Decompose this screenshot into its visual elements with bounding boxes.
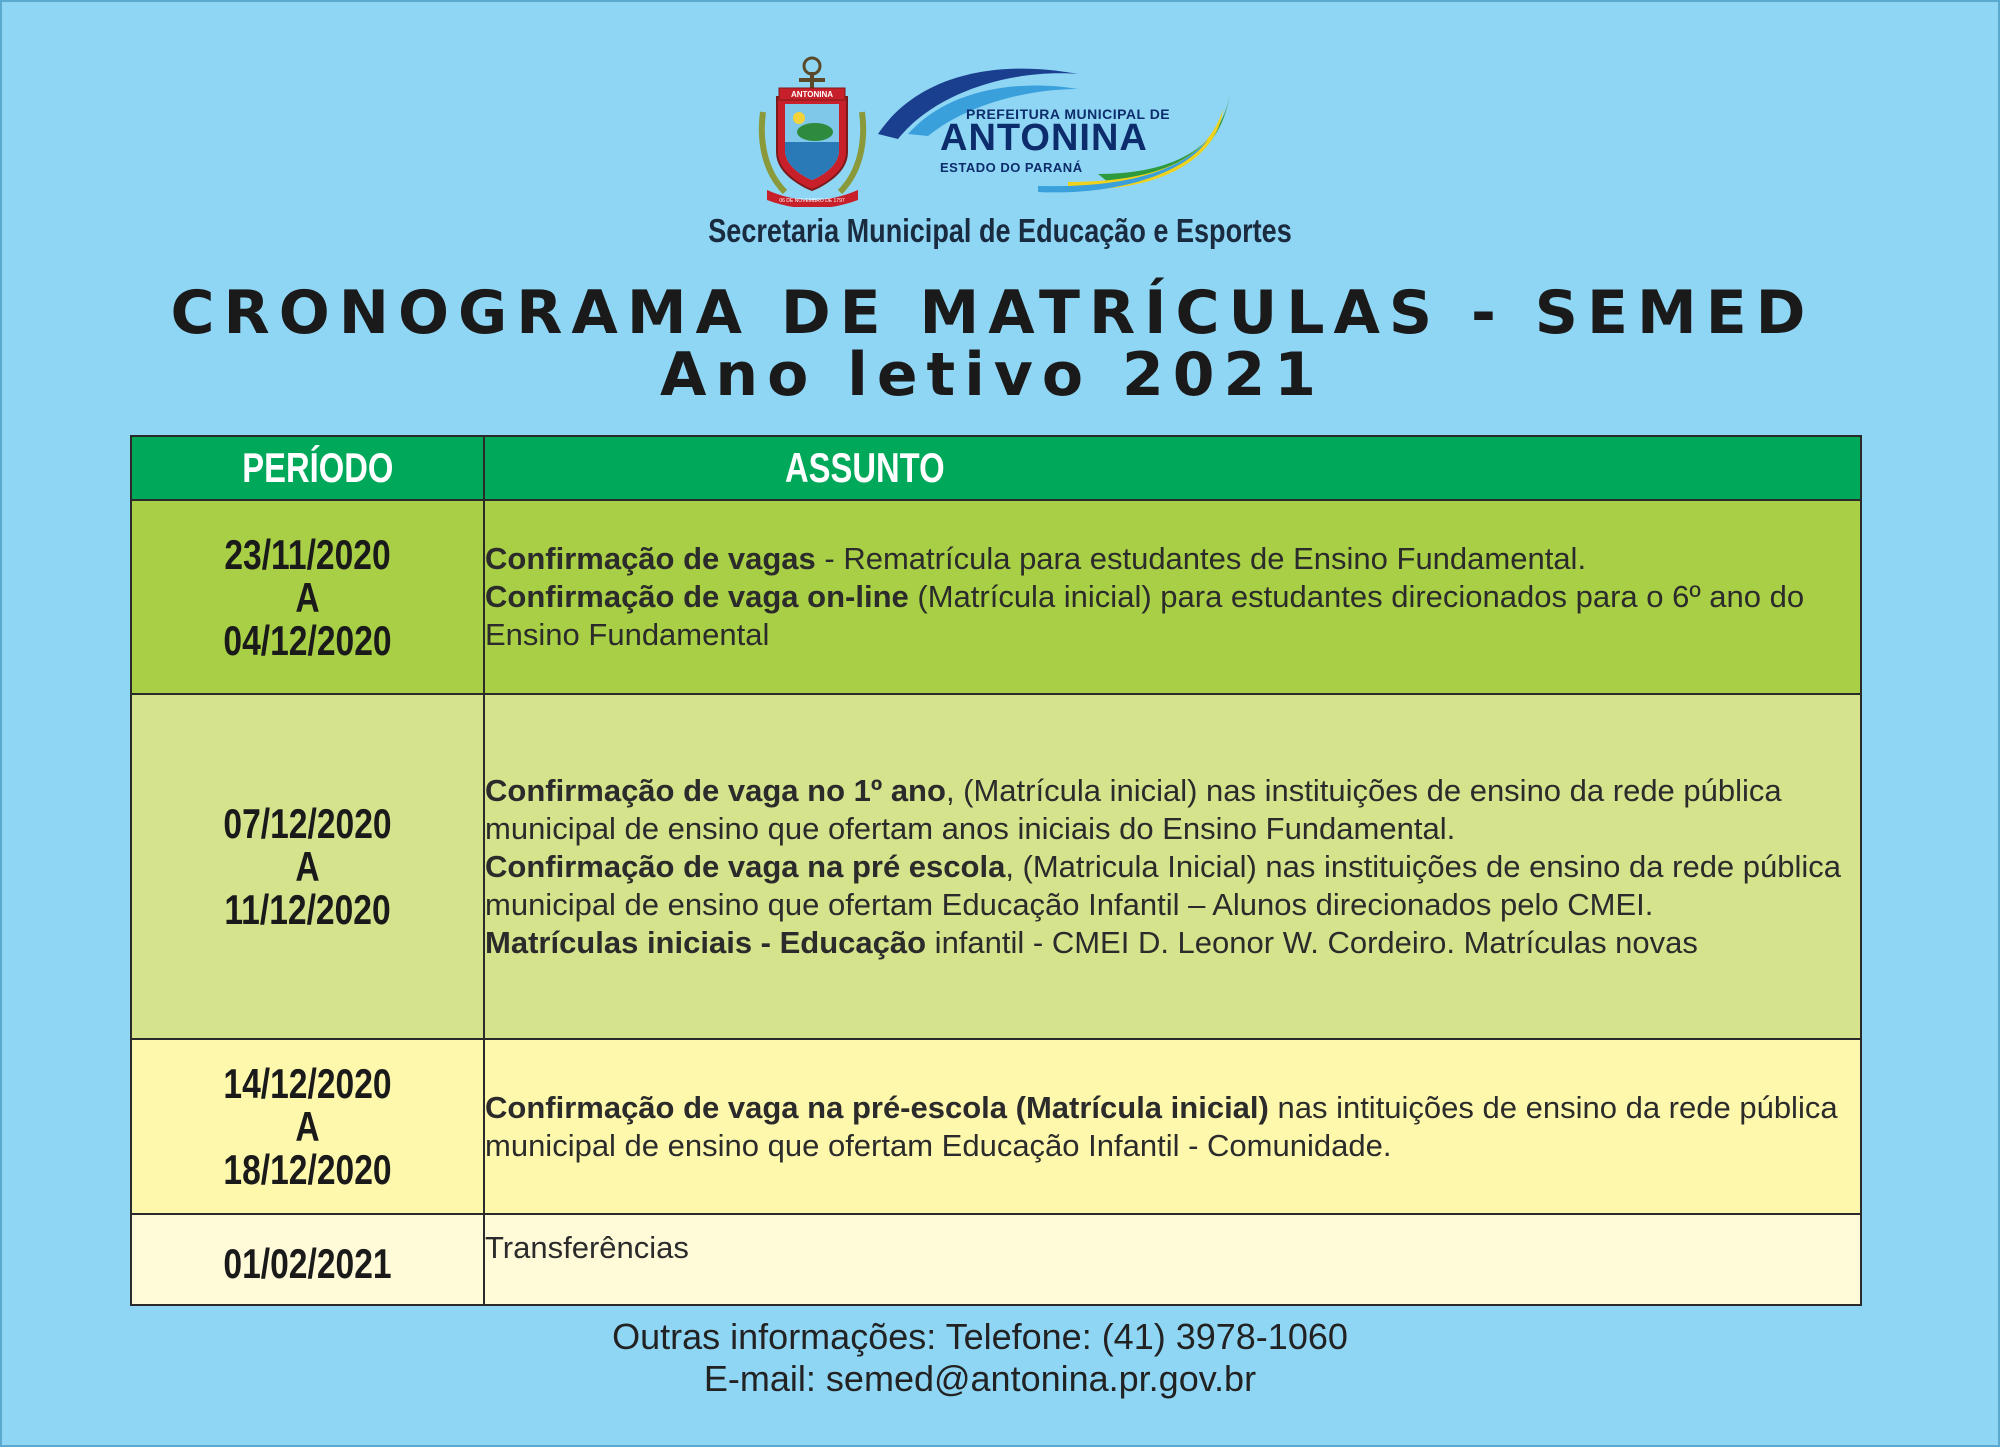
- brand-antonina-text: ANTONINA: [940, 117, 1148, 159]
- email-line: E-mail: semed@antonina.pr.gov.br: [703, 1358, 1257, 1399]
- assunto-cell: [484, 500, 1861, 694]
- assunto-item: Confirmação de vaga on-line (Matrícula inicial) para estudantes direcionados para o 6º ano do Ensino Fundamental: [485, 579, 1805, 652]
- period-date: 01/02/2021: [223, 1240, 392, 1287]
- period-start: 23/11/2020: [224, 530, 391, 578]
- page-title: CRONOGRAMA DE MATRÍCULAS - SEMED: [170, 278, 1815, 348]
- period-separator: A: [295, 573, 320, 621]
- contact-info: [0, 1316, 1960, 1400]
- assunto-cell: [484, 694, 1861, 1039]
- period-separator: A: [295, 843, 320, 890]
- assunto-item: Confirmação de vaga na pré escola, (Matricula Inicial) nas instituições de ensino da rede pública municipal de ensino que ofertam Educação Infantil – Alunos direcionados pelo CMEI.: [485, 848, 1842, 922]
- schedule-table: [130, 435, 1862, 1306]
- assunto-item: Confirmação de vaga na pré-escola (Matrícula inicial) nas intituições de ensino da rede pública municipal de ensino que ofertam Educação Infantil - Comunidade.: [485, 1089, 1838, 1163]
- brand-estado-text: ESTADO DO PARANÁ: [940, 160, 1083, 175]
- table-row: [131, 500, 1861, 694]
- crest-icon: [755, 52, 870, 207]
- header-logos: [755, 52, 1235, 207]
- column-header-assunto: ASSUNTO: [484, 436, 1861, 500]
- period-start: 14/12/2020: [223, 1060, 392, 1107]
- brand-prefeitura-text: PREFEITURA MUNICIPAL DE: [966, 106, 1171, 122]
- period-separator: A: [295, 1103, 320, 1150]
- period-end: 18/12/2020: [223, 1146, 392, 1193]
- assunto-item: Confirmação de vagas - Rematrícula para estudantes de Ensino Fundamental.: [485, 541, 1587, 576]
- assunto-cell: [484, 1039, 1861, 1214]
- assunto-item: Matrículas iniciais - Educação infantil - CMEI D. Leonor W. Cordeiro. Matrículas novas: [485, 924, 1698, 960]
- period-start: 07/12/2020: [223, 800, 392, 847]
- periodo-cell: [131, 1039, 484, 1214]
- assunto-item: Confirmação de vaga no 1º ano, (Matrícula inicial) nas instituições de ensino da rede pública municipal de ensino que ofertam anos iniciais do Ensino Fundamental.: [485, 772, 1782, 846]
- page-subtitle: Ano letivo 2021: [660, 340, 1325, 410]
- table-row: [131, 694, 1861, 1039]
- assunto-text: Transferências: [485, 1230, 689, 1265]
- assunto-cell: [484, 1214, 1861, 1305]
- periodo-cell: [131, 500, 484, 694]
- table-row: [131, 1039, 1861, 1214]
- secretaria-name: Secretaria Municipal de Educação e Esportes: [708, 212, 1292, 249]
- crest-label: ANTONINA: [790, 90, 834, 99]
- column-header-periodo: PERÍODO: [131, 436, 484, 500]
- prefeitura-logo: [878, 64, 1233, 194]
- table-header-row: [131, 436, 1861, 500]
- period-end: 04/12/2020: [223, 616, 392, 664]
- period-end: 11/12/2020: [224, 886, 391, 933]
- periodo-cell: [131, 694, 484, 1039]
- table-row: [131, 1214, 1861, 1305]
- periodo-cell: [131, 1214, 484, 1305]
- phone-line: Outras informações: Telefone: (41) 3978-1060: [612, 1316, 1348, 1357]
- crest-ribbon: 06 DE NOVEMBRO DE 1797: [779, 198, 845, 204]
